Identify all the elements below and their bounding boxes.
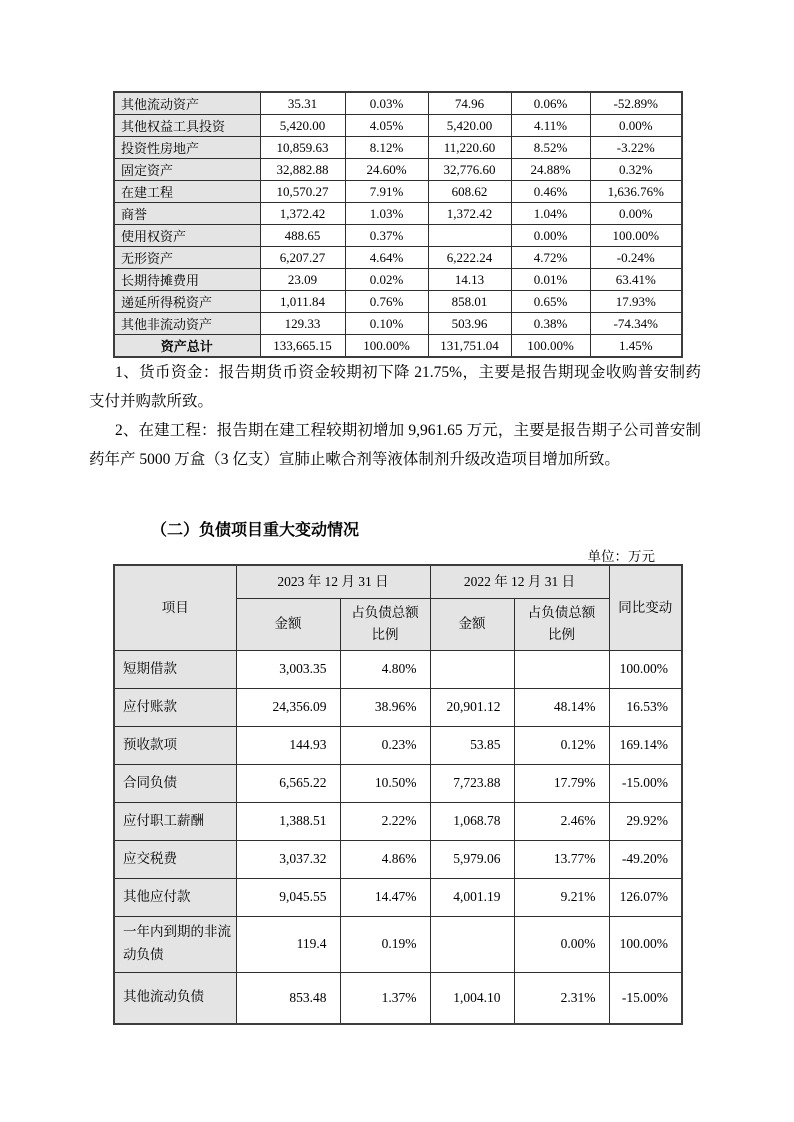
asset-table-row <box>114 269 682 291</box>
amount-2022-cell: 6,222.24 <box>428 247 511 269</box>
ratio-2023-cell: 1.03% <box>345 203 428 225</box>
ratio-2022-cell: 2.46% <box>514 802 609 840</box>
asset-change-table <box>113 91 683 358</box>
amount-2022-cell: 4,001.19 <box>430 878 514 916</box>
ratio-2022-cell: 8.52% <box>511 137 590 159</box>
ratio-2022-cell: 24.88% <box>511 159 590 181</box>
item-label-cell: 应付职工薪酬 <box>114 802 236 840</box>
amount-2022-cell: 53.85 <box>430 726 514 764</box>
amount-2023-cell: 129.33 <box>260 313 345 335</box>
asset-table-row <box>114 115 682 137</box>
amount-2022-cell: 1,004.10 <box>430 972 514 1024</box>
yoy-change-cell: 29.92% <box>609 802 682 840</box>
item-label-cell: 应交税费 <box>114 840 236 878</box>
amount-2022-cell: 1,372.42 <box>428 203 511 225</box>
ratio-2023-cell: 0.19% <box>340 916 430 972</box>
header-item-cell: 项目 <box>114 565 236 650</box>
ratio-2023-cell: 0.23% <box>340 726 430 764</box>
amount-2023-cell: 133,665.15 <box>260 335 345 358</box>
yoy-change-cell: 63.41% <box>590 269 682 291</box>
liability-table-body <box>114 565 682 1024</box>
liability-table-row <box>114 802 682 840</box>
liability-table-row <box>114 688 682 726</box>
asset-table-row <box>114 159 682 181</box>
asset-table-total-row <box>114 335 682 358</box>
total-label-cell: 资产总计 <box>114 335 260 358</box>
amount-2022-cell: 608.62 <box>428 181 511 203</box>
amount-2022-cell: 14.13 <box>428 269 511 291</box>
item-label-cell: 应付账款 <box>114 688 236 726</box>
amount-2022-cell: 32,776.60 <box>428 159 511 181</box>
amount-2023-cell: 32,882.88 <box>260 159 345 181</box>
item-label-cell: 商誉 <box>114 203 260 225</box>
ratio-2023-cell: 0.03% <box>345 92 428 115</box>
amount-2023-cell: 119.4 <box>236 916 340 972</box>
ratio-2023-cell: 24.60% <box>345 159 428 181</box>
yoy-change-cell: -3.22% <box>590 137 682 159</box>
yoy-change-cell: 100.00% <box>590 225 682 247</box>
amount-2022-cell: 503.96 <box>428 313 511 335</box>
item-label-cell: 长期待摊费用 <box>114 269 260 291</box>
asset-table-row <box>114 137 682 159</box>
liability-table-row <box>114 650 682 688</box>
header-ratio-2023-cell <box>340 598 430 650</box>
item-label-cell: 一年内到期的非流动负债 <box>114 916 236 972</box>
ratio-2023-cell: 4.80% <box>340 650 430 688</box>
ratio-2022-cell: 0.12% <box>514 726 609 764</box>
yoy-change-cell: -74.34% <box>590 313 682 335</box>
item-label-cell: 其他非流动资产 <box>114 313 260 335</box>
ratio-2022-cell: 0.06% <box>511 92 590 115</box>
amount-2023-cell: 144.93 <box>236 726 340 764</box>
liability-table-row <box>114 916 682 972</box>
ratio-2022-cell: 4.11% <box>511 115 590 137</box>
asset-table-row <box>114 203 682 225</box>
yoy-change-cell: -15.00% <box>609 764 682 802</box>
ratio-2022-cell: 0.00% <box>514 916 609 972</box>
amount-2023-cell: 9,045.55 <box>236 878 340 916</box>
header-amount-2022-cell: 金额 <box>430 598 514 650</box>
item-label-cell: 使用权资产 <box>114 225 260 247</box>
liability-table-row <box>114 726 682 764</box>
ratio-2023-cell: 0.37% <box>345 225 428 247</box>
ratio-2022-cell: 0.65% <box>511 291 590 313</box>
item-label-cell: 在建工程 <box>114 181 260 203</box>
yoy-change-cell: 17.93% <box>590 291 682 313</box>
amount-2023-cell: 3,037.32 <box>236 840 340 878</box>
ratio-2022-cell: 2.31% <box>514 972 609 1024</box>
amount-2023-cell: 1,388.51 <box>236 802 340 840</box>
ratio-2023-cell: 38.96% <box>340 688 430 726</box>
amount-2022-cell: 20,901.12 <box>430 688 514 726</box>
note-paragraph-monetary-funds: 1、货币资金：报告期货币资金较期初下降 21.75%，主要是报告期现金收购普安制药支付并购款所致。 <box>89 364 701 410</box>
asset-table-row <box>114 92 682 115</box>
amount-2023-cell: 853.48 <box>236 972 340 1024</box>
item-label-cell: 其他流动资产 <box>114 92 260 115</box>
item-label-cell: 固定资产 <box>114 159 260 181</box>
asset-table-row <box>114 291 682 313</box>
amount-2022-cell: 11,220.60 <box>428 137 511 159</box>
liability-table-row <box>114 840 682 878</box>
ratio-2022-cell: 4.72% <box>511 247 590 269</box>
item-label-cell: 合同负债 <box>114 764 236 802</box>
header-amount-2023-cell: 金额 <box>236 598 340 650</box>
amount-2023-cell: 10,570.27 <box>260 181 345 203</box>
item-label-cell: 其他权益工具投资 <box>114 115 260 137</box>
item-label-cell: 递延所得税资产 <box>114 291 260 313</box>
amount-2023-cell: 24,356.09 <box>236 688 340 726</box>
ratio-2023-cell: 0.02% <box>345 269 428 291</box>
liability-change-table <box>113 564 683 1025</box>
header-yoy-cell: 同比变动 <box>609 565 682 650</box>
yoy-change-cell: 126.07% <box>609 878 682 916</box>
amount-2022-cell: 858.01 <box>428 291 511 313</box>
ratio-2022-cell: 13.77% <box>514 840 609 878</box>
amount-2023-cell: 3,003.35 <box>236 650 340 688</box>
ratio-2023-cell: 0.10% <box>345 313 428 335</box>
notes-block <box>89 358 701 474</box>
asset-table-row <box>114 181 682 203</box>
liability-table-row <box>114 972 682 1024</box>
item-label-cell: 投资性房地产 <box>114 137 260 159</box>
amount-2023-cell: 5,420.00 <box>260 115 345 137</box>
amount-2022-cell: 74.96 <box>428 92 511 115</box>
yoy-change-cell: 169.14% <box>609 726 682 764</box>
ratio-header-line1: 占负债总额 <box>527 605 596 621</box>
ratio-2023-cell: 100.00% <box>345 335 428 358</box>
ratio-2023-cell: 4.86% <box>340 840 430 878</box>
amount-2022-cell: 7,723.88 <box>430 764 514 802</box>
yoy-change-cell: 1.45% <box>590 335 682 358</box>
ratio-2022-cell: 100.00% <box>511 335 590 358</box>
asset-table-body <box>114 92 682 357</box>
header-2022-cell: 2022 年 12 月 31 日 <box>430 565 609 598</box>
yoy-change-cell: 100.00% <box>609 650 682 688</box>
liability-header-row-1 <box>114 565 682 598</box>
yoy-change-cell: 0.00% <box>590 203 682 225</box>
ratio-2022-cell: 0.46% <box>511 181 590 203</box>
yoy-change-cell: 0.32% <box>590 159 682 181</box>
ratio-2023-cell: 4.64% <box>345 247 428 269</box>
asset-table-row <box>114 313 682 335</box>
ratio-2023-cell: 2.22% <box>340 802 430 840</box>
ratio-2023-cell: 0.76% <box>345 291 428 313</box>
ratio-2023-cell: 8.12% <box>345 137 428 159</box>
amount-2023-cell: 1,011.84 <box>260 291 345 313</box>
yoy-change-cell: -52.89% <box>590 92 682 115</box>
yoy-change-cell: 0.00% <box>590 115 682 137</box>
ratio-2022-cell: 1.04% <box>511 203 590 225</box>
liability-table-row <box>114 878 682 916</box>
ratio-2023-cell: 10.50% <box>340 764 430 802</box>
ratio-2022-cell: 17.79% <box>514 764 609 802</box>
header-ratio-2022-cell <box>514 598 609 650</box>
ratio-header-line2: 比例 <box>371 627 399 642</box>
amount-2022-cell: 5,420.00 <box>428 115 511 137</box>
section-heading: （二）负债项目重大变动情况 <box>151 522 360 539</box>
yoy-change-cell: 1,636.76% <box>590 181 682 203</box>
ratio-header-line2: 比例 <box>548 627 575 642</box>
ratio-2022-cell: 0.00% <box>511 225 590 247</box>
amount-2023-cell: 6,565.22 <box>236 764 340 802</box>
item-label-cell: 无形资产 <box>114 247 260 269</box>
amount-2023-cell: 10,859.63 <box>260 137 345 159</box>
amount-2022-cell: 1,068.78 <box>430 802 514 840</box>
amount-2023-cell: 23.09 <box>260 269 345 291</box>
amount-2022-cell <box>430 650 514 688</box>
ratio-2023-cell: 4.05% <box>345 115 428 137</box>
ratio-2022-cell <box>514 650 609 688</box>
amount-2022-cell <box>430 916 514 972</box>
header-2023-cell: 2023 年 12 月 31 日 <box>236 565 430 598</box>
yoy-change-cell: -15.00% <box>609 972 682 1024</box>
amount-2023-cell: 1,372.42 <box>260 203 345 225</box>
amount-2023-cell: 35.31 <box>260 92 345 115</box>
amount-2023-cell: 6,207.27 <box>260 247 345 269</box>
item-label-cell: 其他流动负债 <box>114 972 236 1024</box>
amount-2023-cell: 488.65 <box>260 225 345 247</box>
ratio-2022-cell: 9.21% <box>514 878 609 916</box>
item-label-cell: 短期借款 <box>114 650 236 688</box>
yoy-change-cell: 16.53% <box>609 688 682 726</box>
yoy-change-cell: -0.24% <box>590 247 682 269</box>
note-paragraph-construction-in-progress: 2、在建工程：报告期在建工程较期初增加 9,961.65 万元，主要是报告期子公司普安制药年产 5000 万盒（3 亿支）宣肺止嗽合剂等液体制剂升级改造项目增加所致。 <box>89 422 701 468</box>
liability-table-row <box>114 764 682 802</box>
ratio-2022-cell: 0.01% <box>511 269 590 291</box>
yoy-change-cell: 100.00% <box>609 916 682 972</box>
asset-table-row <box>114 225 682 247</box>
amount-2022-cell: 5,979.06 <box>430 840 514 878</box>
ratio-2023-cell: 14.47% <box>340 878 430 916</box>
ratio-2022-cell: 48.14% <box>514 688 609 726</box>
ratio-header-line1: 占负债总额 <box>351 605 419 621</box>
item-label-cell: 预收款项 <box>114 726 236 764</box>
ratio-2022-cell: 0.38% <box>511 313 590 335</box>
ratio-2023-cell: 1.37% <box>340 972 430 1024</box>
asset-table-row <box>114 247 682 269</box>
item-label-cell: 其他应付款 <box>114 878 236 916</box>
ratio-2023-cell: 7.91% <box>345 181 428 203</box>
yoy-change-cell: -49.20% <box>609 840 682 878</box>
amount-2022-cell <box>428 225 511 247</box>
unit-label: 单位：万元 <box>587 549 655 564</box>
amount-2022-cell: 131,751.04 <box>428 335 511 358</box>
